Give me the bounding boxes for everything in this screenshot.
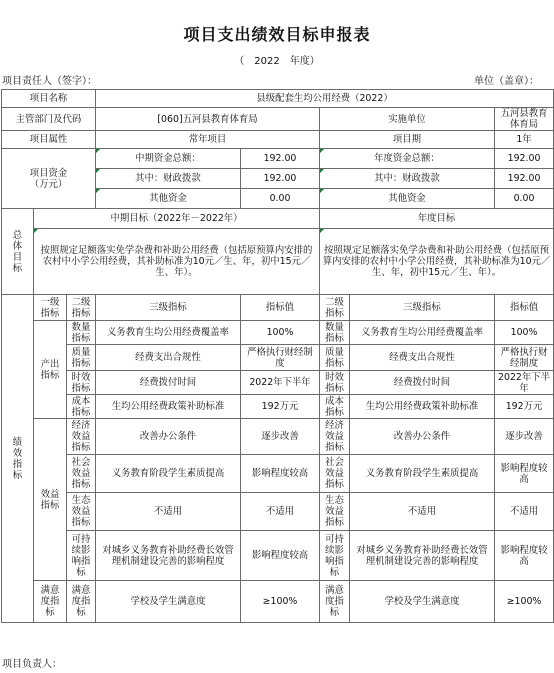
year-goal-header: 年度目标 bbox=[320, 209, 554, 229]
row-l3: 对城乡义务教育补助经费长效管理机制建设完善的影响程度 bbox=[96, 531, 241, 581]
impl-label: 实施单位 bbox=[320, 108, 495, 131]
row-l3: 义务教育生均公用经费覆盖率 bbox=[96, 321, 241, 345]
mid-other-value: 0.00 bbox=[241, 189, 320, 209]
row-value: 影响程度较高 bbox=[241, 455, 320, 493]
row-l3-right: 改善办公条件 bbox=[350, 419, 495, 455]
row-l2: 可持 续影 响指 标 bbox=[67, 531, 96, 581]
row-l3-right: 对城乡义务教育补助经费长效管理机制建设完善的影响程度 bbox=[350, 531, 495, 581]
row-l2: 成本 指标 bbox=[67, 395, 96, 419]
mid-goal-header: 中期目标（2022年－2022年） bbox=[34, 209, 320, 229]
year-other-value: 0.00 bbox=[495, 189, 554, 209]
row-value-right: 严格执行财经制度 bbox=[495, 345, 554, 371]
row-l3-right: 生均公用经费政策补助标准 bbox=[350, 395, 495, 419]
year-fiscal-label: 其中：财政拨款 bbox=[320, 169, 495, 189]
period-value: 1年 bbox=[495, 131, 554, 149]
row-l3: 经费拨付时间 bbox=[96, 371, 241, 395]
project-name-label: 项目名称 bbox=[2, 90, 96, 108]
row-l3-right: 学校及学生满意度 bbox=[350, 581, 495, 623]
row-l2: 时效 指标 bbox=[67, 371, 96, 395]
project-name-value: 县级配套生均公用经费（2022） bbox=[96, 90, 554, 108]
responsible-label: 项目责任人（签字）： bbox=[2, 76, 97, 87]
row-value-right: 100% bbox=[495, 321, 554, 345]
col-l2-header-right: 二级 指标 bbox=[320, 295, 350, 321]
row-l2: 满意 度指 标 bbox=[67, 581, 96, 623]
row-l2-right: 社会 效益 指标 bbox=[320, 455, 350, 493]
year-line: （ 2022 年度） bbox=[234, 56, 320, 67]
mid-fiscal-label: 其中：财政拨款 bbox=[96, 169, 241, 189]
year-total-label: 年度资金总额： bbox=[320, 149, 495, 169]
row-l2: 社会 效益 指标 bbox=[67, 455, 96, 493]
row-value-right: 影响程度较高 bbox=[495, 455, 554, 493]
col-l1-header: 一级 指标 bbox=[34, 295, 67, 321]
col-l2-header: 二级 指标 bbox=[67, 295, 96, 321]
row-l3: 改善办公条件 bbox=[96, 419, 241, 455]
col-value-header-right: 指标值 bbox=[495, 295, 554, 321]
overall-goal-label: 总 体 目 标 bbox=[2, 209, 34, 295]
row-l2: 生态 效益 指标 bbox=[67, 493, 96, 531]
row-l2-right: 满意 度指 标 bbox=[320, 581, 350, 623]
row-value-right: 影响程度较高 bbox=[495, 531, 554, 581]
row-value: 影响程度较高 bbox=[241, 531, 320, 581]
row-value: 192万元 bbox=[241, 395, 320, 419]
row-value: 不适用 bbox=[241, 493, 320, 531]
row-l3: 经费支出合规性 bbox=[96, 345, 241, 371]
row-l3: 义务教育阶段学生素质提高 bbox=[96, 455, 241, 493]
row-l2-right: 经济 效益 指标 bbox=[320, 419, 350, 455]
row-l2-right: 成本 指标 bbox=[320, 395, 350, 419]
mid-fiscal-value: 192.00 bbox=[241, 169, 320, 189]
row-l3-right: 经费拨付时间 bbox=[350, 371, 495, 395]
satisfaction-indicator-label: 满意 度指 标 bbox=[34, 581, 67, 623]
year-total-value: 192.00 bbox=[495, 149, 554, 169]
page-title: 项目支出绩效目标申报表 bbox=[183, 25, 371, 44]
row-value-right: 2022年下半年 bbox=[495, 371, 554, 395]
mid-other-label: 其他资金 bbox=[96, 189, 241, 209]
output-indicator-label: 产出 指标 bbox=[34, 321, 67, 419]
unit-seal-label: 单位（盖章）： bbox=[474, 76, 539, 87]
row-value-right: 不适用 bbox=[495, 493, 554, 531]
row-l3-right: 不适用 bbox=[350, 493, 495, 531]
year-goal-text: 按照规定足额落实免学杂费和补助公用经费（包括原预算内安排的农村中小学公用经费，其补助标准为10元／生、年，初中15元／生、年）。 bbox=[320, 229, 554, 295]
row-value-right: 逐步改善 bbox=[495, 419, 554, 455]
row-l3-right: 义务教育阶段学生素质提高 bbox=[350, 455, 495, 493]
row-l2-right: 时效 指标 bbox=[320, 371, 350, 395]
row-value: 2022年下半年 bbox=[241, 371, 320, 395]
year-fiscal-value: 192.00 bbox=[495, 169, 554, 189]
col-l3-header-right: 三级指标 bbox=[350, 295, 495, 321]
mid-total-value: 192.00 bbox=[241, 149, 320, 169]
row-l2: 数量 指标 bbox=[67, 321, 96, 345]
impl-value: 五河县教育体育局 bbox=[495, 108, 554, 131]
dept-value: [060]五河县教育体育局 bbox=[96, 108, 320, 131]
row-l3: 不适用 bbox=[96, 493, 241, 531]
dept-label: 主管部门及代码 bbox=[2, 108, 96, 131]
effect-indicator-label: 效益 指标 bbox=[34, 419, 67, 581]
row-value: 逐步改善 bbox=[241, 419, 320, 455]
row-l3-right: 义务教育生均公用经费覆盖率 bbox=[350, 321, 495, 345]
row-l2: 质量 指标 bbox=[67, 345, 96, 371]
row-l3-right: 经费支出合规性 bbox=[350, 345, 495, 371]
mid-total-label: 中期资金总额： bbox=[96, 149, 241, 169]
col-l3-header: 三级指标 bbox=[96, 295, 241, 321]
row-value: 100% bbox=[241, 321, 320, 345]
mid-goal-text: 按照规定足额落实免学杂费和补助公用经费（包括原预算内安排的农村中小学公用经费，其补助标准为10元／生、年，初中15元／生、年）。 bbox=[34, 229, 320, 295]
project-manager-label: 项目负责人： bbox=[2, 659, 62, 670]
row-l2-right: 数量 指标 bbox=[320, 321, 350, 345]
attr-label: 项目属性 bbox=[2, 131, 96, 149]
row-value-right: ≥100% bbox=[495, 581, 554, 623]
row-value: 严格执行财经制度 bbox=[241, 345, 320, 371]
funds-label: 项目资金 （万元） bbox=[2, 149, 96, 209]
perf-indicator-label: 绩 效 指 标 bbox=[2, 295, 34, 623]
row-l2: 经济 效益 指标 bbox=[67, 419, 96, 455]
period-label: 项目期 bbox=[320, 131, 495, 149]
row-value: ≥100% bbox=[241, 581, 320, 623]
performance-table bbox=[1, 89, 554, 623]
row-value-right: 192万元 bbox=[495, 395, 554, 419]
year-other-label: 其他资金 bbox=[320, 189, 495, 209]
row-l3: 学校及学生满意度 bbox=[96, 581, 241, 623]
row-l2-right: 质量 指标 bbox=[320, 345, 350, 371]
row-l2-right: 生态 效益 指标 bbox=[320, 493, 350, 531]
row-l3: 生均公用经费政策补助标准 bbox=[96, 395, 241, 419]
col-value-header: 指标值 bbox=[241, 295, 320, 321]
attr-value: 常年项目 bbox=[96, 131, 320, 149]
row-l2-right: 可持 续影 响指 标 bbox=[320, 531, 350, 581]
